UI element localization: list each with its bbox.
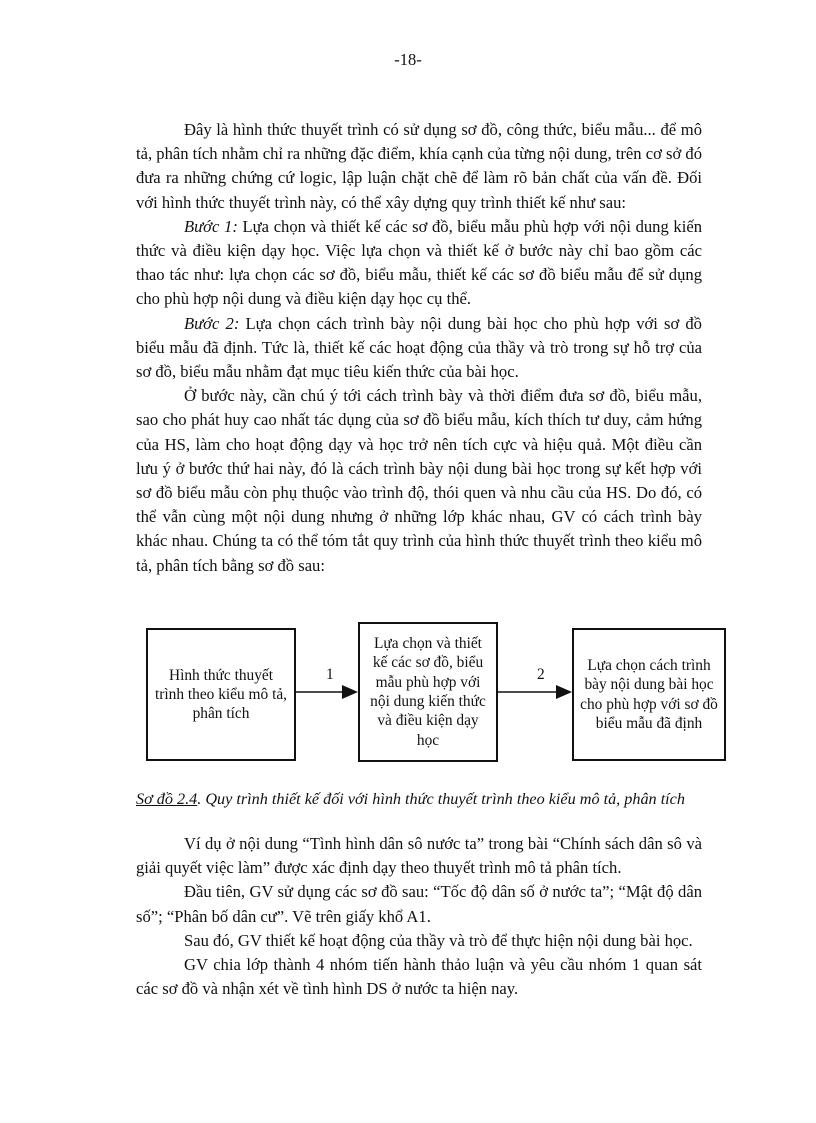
paragraph-step-2-notes: Ở bước này, cần chú ý tới cách trình bày và thời điểm đưa sơ đồ, biểu mẫu, sao cho phát huy cao nhất tác dụng của sơ đồ biểu mẫu, kích thích tư duy, cảm hứng của HS, làm cho hoạt động dạy và học trở nên tích cực và hiệu quả. Một điều cần lưu ý ở bước thứ hai này, đó là cách trình bày nội dung bài học trong sự kết hợp với sơ đồ biểu mẫu còn phụ thuộc vào trình độ, thói quen và nhu cầu của HS. Do đó, có thể vẫn cùng một nội dung nhưng ở những lớp khác nhau, GV có cách trình bày khác nhau. Chúng ta có thể tóm tắt quy trình của hình thức thuyết trình theo kiểu mô tả, phân tích bằng sơ đồ sau: bbox=[136, 386, 702, 575]
caption-text: . Quy trình thiết kế đối với hình thức thuyết trình theo kiểu mô tả, phân tích bbox=[197, 790, 685, 808]
step-2-text: Lựa chọn cách trình bày nội dung bài học cho phù hợp với sơ đồ biểu mẫu đã định. Tức là, thiết kế các hoạt động của thầy và trò trong sự hỗ trợ của sơ đồ, biểu mẫu nhằm đạt mục tiêu kiến thức của bài học. bbox=[136, 313, 702, 382]
paragraph-then: Sau đó, GV thiết kế hoạt động của thầy và trò để thực hiện nội dung bài học. bbox=[184, 930, 693, 950]
paragraph-step-1 bbox=[136, 215, 702, 312]
page-number: -18- bbox=[394, 50, 422, 69]
arrow-right-icon bbox=[498, 682, 572, 702]
arrow-label-2: 2 bbox=[537, 666, 545, 683]
diagram-caption bbox=[136, 790, 756, 809]
process-diagram bbox=[0, 620, 816, 770]
step-1-text: Lựa chọn và thiết kế các sơ đồ, biểu mẫu phù hợp với nội dung kiến thức và điều kiện dạy học. Việc lựa chọn và thiết kế ở bước này chỉ bao gồm các thao tác như: lựa chọn các sơ đồ, biểu mẫu, thiết kế các sơ đồ biểu mẫu để sử dụng cho phù hợp nội dung và điều kiện dạy học cụ thể. bbox=[136, 216, 702, 309]
diagram-box-1: Hình thức thuyết trình theo kiểu mô tả, phân tích bbox=[146, 628, 296, 761]
paragraph-example: Ví dụ ở nội dung “Tình hình dân sô nước ta” trong bài “Chính sách dân sô và giải quyết việc làm” được xác định dạy theo thuyết trình mô tả phân tích. bbox=[136, 834, 702, 878]
step-1-label: Bước 1: bbox=[184, 216, 238, 236]
arrow-label-1: 1 bbox=[326, 666, 334, 683]
arrow-right-icon bbox=[296, 682, 358, 702]
body-text-top bbox=[136, 118, 702, 578]
paragraph-intro: Đây là hình thức thuyết trình có sử dụng sơ đồ, công thức, biểu mẫu... để mô tả, phân tích nhằm chỉ ra những đặc điểm, khía cạnh của từng nội dung, trên cơ sở đó đưa ra những chứng cứ logic, lập luận chặt chẽ để làm rõ bản chất của vấn đề. Đối với hình thức thuyết trình này, có thể xây dựng quy trình thiết kế như sau: bbox=[136, 120, 702, 212]
step-2-label: Bước 2: bbox=[184, 313, 240, 333]
paragraph-groups: GV chia lớp thành 4 nhóm tiến hành thảo luận và yêu cầu nhóm 1 quan sát các sơ đồ và nhận xét về tình hình DS ở nước ta hiện nay. bbox=[136, 955, 702, 999]
diagram-box-2: Lựa chọn và thiết kế các sơ đồ, biểu mẫu phù hợp với nội dung kiến thức và điều kiện dạy học bbox=[358, 622, 498, 762]
body-text-bottom bbox=[136, 832, 702, 1001]
paragraph-step-2 bbox=[136, 312, 702, 385]
diagram-box-3: Lựa chọn cách trình bày nội dung bài học cho phù hợp với sơ đồ biểu mẫu đã định bbox=[572, 628, 726, 761]
caption-lead: Sơ đồ 2.4 bbox=[136, 790, 198, 808]
paragraph-first: Đầu tiên, GV sử dụng các sơ đồ sau: “Tốc độ dân số ở nước ta”; “Mật độ dân số”; “Phân bố dân cư”. Vẽ trên giấy khổ A1. bbox=[136, 882, 702, 926]
